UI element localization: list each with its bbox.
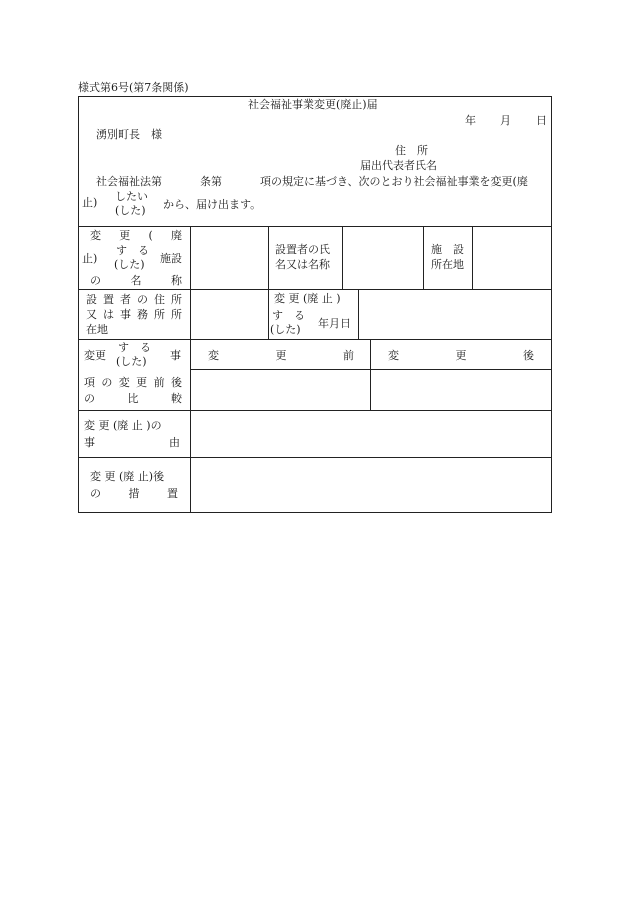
body-shitai: したい bbox=[115, 190, 148, 203]
comparison-label-koto: 事 bbox=[170, 349, 181, 362]
grid-line bbox=[78, 339, 552, 340]
grid-line bbox=[78, 226, 552, 227]
grid-line bbox=[358, 289, 359, 339]
comparison-label-line2: 項 の 変 更 前 後 bbox=[84, 376, 182, 389]
body-shita: (した) bbox=[115, 204, 146, 217]
grid-line bbox=[423, 226, 424, 289]
row1-label-line3: の 名 称 bbox=[90, 274, 182, 287]
date-day-label: 日 bbox=[536, 114, 547, 127]
body-text-mid: 項の規定に基づき、次のとおり社会福祉事業を変更(廃 bbox=[260, 175, 528, 188]
facility-location-label-line1: 施 設 bbox=[431, 243, 464, 256]
founder-address-label-line1: 設 置 者 の 住 所 bbox=[86, 293, 182, 306]
grid-line bbox=[78, 289, 552, 290]
body-text-start: 社会福祉法第 bbox=[96, 175, 162, 188]
change-date-label-line1: 変 更 (廃 止 ) bbox=[274, 292, 341, 305]
founder-name-label-line2: 名又は名称 bbox=[275, 258, 330, 271]
grid-line bbox=[190, 226, 191, 513]
measures-label-line1: 変 更 (廃 止)後 bbox=[90, 470, 165, 483]
change-date-label-nengappi: 年月日 bbox=[318, 317, 351, 330]
comparison-label-shita: (した) bbox=[116, 355, 147, 368]
grid-line bbox=[472, 226, 473, 289]
founder-name-label-line1: 設置者の氏 bbox=[275, 243, 330, 256]
grid-line bbox=[370, 339, 371, 410]
grid-line bbox=[342, 226, 343, 289]
row1-label-shisetsu: 施設 bbox=[160, 252, 182, 265]
row1-label-line2-start: 止) bbox=[82, 252, 98, 265]
form-number: 様式第6号(第7条関係) bbox=[78, 81, 189, 94]
comparison-label-line3: の 比 較 bbox=[84, 392, 182, 405]
comparison-label-start: 変更 bbox=[84, 349, 106, 362]
comparison-label-suru: す る bbox=[118, 341, 151, 354]
row1-label-line1: 変 更 ( 廃 bbox=[90, 229, 182, 242]
grid-line bbox=[78, 410, 552, 411]
facility-location-label-line2: 所在地 bbox=[431, 258, 464, 271]
change-date-label-suru: す る bbox=[272, 309, 305, 322]
change-date-label-shita: (した) bbox=[270, 323, 301, 336]
body-text-end: から、届け出ます。 bbox=[163, 198, 262, 211]
date-month-label: 月 bbox=[500, 114, 511, 127]
reason-label-line1: 変 更 (廃 止 )の bbox=[84, 419, 162, 432]
representative-label: 届出代表者氏名 bbox=[360, 159, 437, 172]
body-line2-start: 止) bbox=[82, 196, 98, 209]
before-change-header: 変 更 前 bbox=[208, 349, 354, 362]
founder-address-label-line2: 又 は 事 務 所 所 bbox=[86, 308, 182, 321]
date-year-label: 年 bbox=[465, 114, 476, 127]
reason-label-line2: 事 由 bbox=[84, 436, 180, 449]
grid-line bbox=[78, 457, 552, 458]
grid-line bbox=[268, 226, 269, 339]
addressee: 湧別町長 様 bbox=[96, 128, 162, 141]
body-text-jo: 条第 bbox=[200, 175, 222, 188]
form-title: 社会福祉事業変更(廃止)届 bbox=[248, 98, 378, 111]
founder-address-label-line3: 在地 bbox=[86, 323, 108, 336]
row1-label-shita: (した) bbox=[114, 258, 145, 271]
row1-label-suru: す る bbox=[116, 244, 149, 257]
grid-line bbox=[190, 369, 552, 370]
measures-label-line2: の 措 置 bbox=[90, 487, 178, 500]
after-change-header: 変 更 後 bbox=[388, 349, 534, 362]
address-label: 住 所 bbox=[395, 144, 428, 157]
